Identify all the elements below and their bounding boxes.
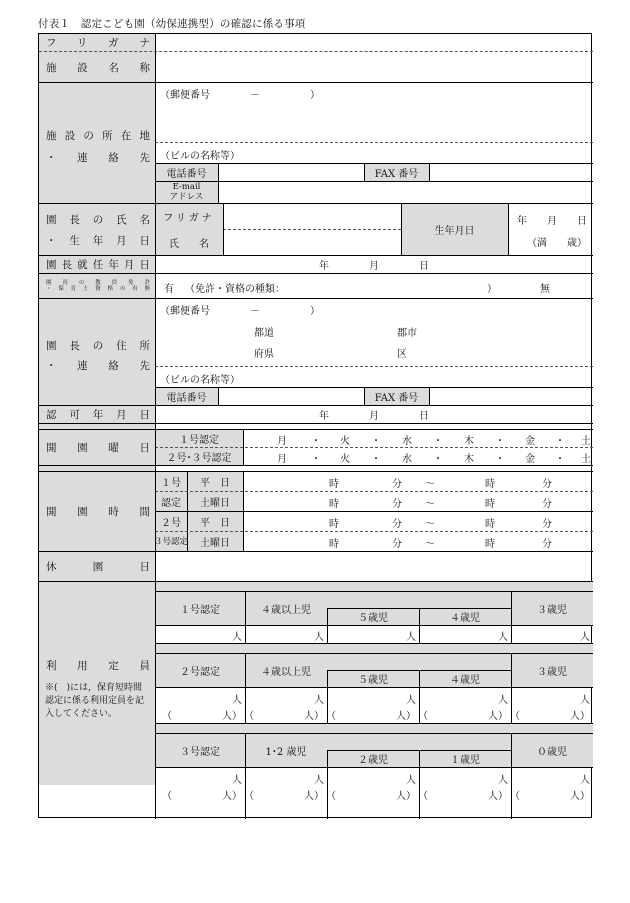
cap-cert2-age4: ４歳児 bbox=[450, 675, 480, 686]
cap2-unit-2: 人 bbox=[406, 695, 416, 706]
label-address-1: 施設の所在地 bbox=[46, 129, 150, 142]
cap-cert3-age0: ０歳児 bbox=[537, 746, 567, 758]
weekday-1-8: 金 bbox=[525, 436, 535, 447]
hours-1-1: 分 bbox=[392, 479, 402, 490]
license-yes: 有 bbox=[164, 284, 174, 295]
cap3-unit-1: 人 bbox=[314, 775, 324, 786]
birth-age: （満 歳） bbox=[527, 238, 587, 249]
cap2-paren-close-4: 人） bbox=[570, 711, 590, 722]
weekday-2-0: 月 bbox=[277, 454, 287, 465]
weekday-1-4: 水 bbox=[402, 436, 412, 447]
label-closed-days: 休園日 bbox=[46, 560, 150, 573]
hours-1-4: 分 bbox=[542, 479, 552, 490]
hours-group2-b: ３号認定 bbox=[154, 537, 189, 547]
cap-cert1-label: １号認定 bbox=[180, 604, 220, 616]
phone-label: 電話番号 bbox=[166, 168, 207, 180]
closed-days-field[interactable] bbox=[155, 551, 593, 581]
weekday-row2-label: ２号･３号認定 bbox=[166, 452, 232, 464]
fax-label: FAX 番号 bbox=[374, 168, 419, 180]
weekday-1-3: ・ bbox=[371, 436, 381, 447]
cap-cert2-age3: ３歳児 bbox=[537, 666, 567, 678]
hours-weekday-2: 平 日 bbox=[200, 517, 230, 529]
birth-date-label: 生年月日 bbox=[434, 225, 475, 237]
cap-cert1-age5: ５歳児 bbox=[358, 613, 388, 624]
cap3-unit-4: 人 bbox=[580, 775, 590, 786]
hours-4-3: 時 bbox=[485, 539, 495, 550]
cap-cert3-label: ３号認定 bbox=[180, 746, 220, 758]
weekday-1-0: 月 bbox=[277, 436, 287, 447]
hours-4-0: 時 bbox=[329, 539, 339, 550]
cap1-unit-1: 人 bbox=[314, 632, 324, 643]
cap2-paren-open-0: （ bbox=[162, 711, 172, 722]
fax-field[interactable] bbox=[429, 163, 593, 181]
weekday-2-9: ・ bbox=[555, 454, 565, 465]
cap-gap-shade-1 bbox=[155, 581, 593, 591]
label-capacity: 利用定員 bbox=[46, 659, 150, 672]
label-address-2: ・連絡先 bbox=[46, 151, 150, 164]
label-license: 園長の教員免許 ・保育士資格の有無 bbox=[46, 280, 150, 292]
hours-3-3: 時 bbox=[485, 519, 495, 530]
facility-name-field[interactable] bbox=[155, 51, 593, 82]
cap-cert2-age5: ５歳児 bbox=[358, 675, 388, 686]
hours-1-0: 時 bbox=[329, 479, 339, 490]
cap3-paren-open-1: （ bbox=[244, 791, 254, 802]
weekday-1-1: ・ bbox=[311, 436, 321, 447]
hours-saturday-2: 土曜日 bbox=[200, 537, 230, 549]
cap1-unit-0: 人 bbox=[232, 632, 242, 643]
license-no: 無 bbox=[540, 284, 550, 295]
hours-3-1: 分 bbox=[392, 519, 402, 530]
cap3-paren-close-0: 人） bbox=[222, 791, 242, 802]
hours-4-4: 分 bbox=[542, 539, 552, 550]
cap2-paren-open-1: （ bbox=[244, 711, 254, 722]
weekday-row1-label: １号認定 bbox=[179, 434, 219, 446]
cap2-unit-3: 人 bbox=[498, 695, 508, 706]
cap3-paren-close-1: 人） bbox=[304, 791, 324, 802]
weekday-2-7: ・ bbox=[495, 454, 505, 465]
cap1-unit-3: 人 bbox=[498, 632, 508, 643]
license-close: ） bbox=[487, 284, 497, 295]
email-label: E-mail アドレス bbox=[169, 182, 204, 202]
label-director-1: 園長の氏名 bbox=[46, 213, 150, 226]
cap1-unit-2: 人 bbox=[406, 632, 416, 643]
cap-cert2-label: ２号認定 bbox=[180, 666, 220, 678]
weekday-2-1: ・ bbox=[311, 454, 321, 465]
label-facility-name: 施設名称 bbox=[46, 61, 150, 74]
cap2-paren-open-2: （ bbox=[326, 711, 336, 722]
email-field[interactable] bbox=[218, 181, 593, 203]
cap-cert1-age4: ４歳児 bbox=[450, 613, 480, 624]
hours-3-0: 時 bbox=[329, 519, 339, 530]
director-name-field[interactable] bbox=[223, 203, 401, 255]
hours-group2-a: ２号 bbox=[161, 517, 181, 529]
label-director-address-2: ・連絡先 bbox=[46, 359, 150, 372]
cap2-unit-4: 人 bbox=[580, 695, 590, 706]
director-furigana-label: フリガナ bbox=[163, 212, 215, 224]
hours-2-0: 時 bbox=[329, 499, 339, 510]
cap2-unit-0: 人 bbox=[232, 695, 242, 706]
cap2-unit-1: 人 bbox=[314, 695, 324, 706]
hours-4-1: 分 bbox=[392, 539, 402, 550]
cap-cert1-age3: ３歳児 bbox=[537, 604, 567, 616]
cap3-paren-open-2: （ bbox=[326, 791, 336, 802]
cap3-paren-close-4: 人） bbox=[570, 791, 590, 802]
hours-2-1: 分 bbox=[392, 499, 402, 510]
weekday-1-2: 火 bbox=[340, 436, 350, 447]
hours-1-2: ～ bbox=[425, 479, 435, 490]
cap-gap-shade-2 bbox=[155, 643, 593, 653]
cap3-unit-2: 人 bbox=[406, 775, 416, 786]
license-type: （免許・資格の種類： bbox=[185, 284, 285, 295]
approval-date: 年 月 日 bbox=[319, 410, 429, 422]
weekday-2-3: ・ bbox=[371, 454, 381, 465]
weekday-2-10: 土 bbox=[581, 454, 591, 465]
prefecture-1: 都道 bbox=[254, 328, 274, 339]
cap-cert3-age1: １歳児 bbox=[450, 755, 480, 766]
cap-cert1-age4plus: ４歳以上児 bbox=[261, 604, 311, 616]
cap3-paren-open-0: （ bbox=[162, 791, 172, 802]
hours-2-3: 時 bbox=[485, 499, 495, 510]
label-appointment: 園長就任年月日 bbox=[46, 258, 150, 271]
hours-3-4: 分 bbox=[542, 519, 552, 530]
label-open-days: 開園曜日 bbox=[46, 441, 150, 454]
label-approval: 認可年月日 bbox=[46, 408, 150, 421]
label-director-2: ・生年月日 bbox=[46, 234, 150, 247]
hours-group1-b: 認定 bbox=[161, 497, 181, 509]
cap3-paren-open-3: （ bbox=[418, 791, 428, 802]
cap3-unit-0: 人 bbox=[232, 775, 242, 786]
cap1-unit-4: 人 bbox=[580, 632, 590, 643]
cap2-paren-open-4: （ bbox=[510, 711, 520, 722]
director-postal-line: （郵便番号 － ） bbox=[160, 306, 320, 317]
prefecture-2: 府県 bbox=[254, 349, 274, 360]
cap2-paren-close-2: 人） bbox=[396, 711, 416, 722]
hours-1-3: 時 bbox=[485, 479, 495, 490]
weekday-2-6: 木 bbox=[464, 454, 474, 465]
hours-2-2: ～ bbox=[425, 499, 435, 510]
cap2-paren-close-1: 人） bbox=[304, 711, 324, 722]
cap3-paren-open-4: （ bbox=[510, 791, 520, 802]
hours-3-2: ～ bbox=[425, 519, 435, 530]
cap2-paren-open-3: （ bbox=[418, 711, 428, 722]
building-name-label: （ビルの名称等） bbox=[160, 151, 240, 162]
director-fax-label: FAX 番号 bbox=[374, 392, 419, 404]
capacity-note: ※( )には，保育短時間認定に係る利用定員を記入してください。 bbox=[45, 683, 145, 719]
confirmation-form bbox=[38, 33, 592, 818]
cap-gap-shade-3 bbox=[155, 723, 593, 733]
label-director-address-1: 園長の住所 bbox=[46, 339, 150, 352]
phone-field[interactable] bbox=[218, 163, 364, 181]
hours-4-2: ～ bbox=[425, 539, 435, 550]
cap-cert3-age12: 1･2 歳児 bbox=[265, 746, 307, 758]
cap3-paren-close-3: 人） bbox=[488, 791, 508, 802]
weekday-1-6: 木 bbox=[464, 436, 474, 447]
weekday-2-8: 金 bbox=[525, 454, 535, 465]
city-2: 区 bbox=[397, 349, 407, 360]
weekday-1-9: ・ bbox=[555, 436, 565, 447]
weekday-1-5: ・ bbox=[433, 436, 443, 447]
cap2-paren-close-3: 人） bbox=[488, 711, 508, 722]
hours-weekday-1: 平 日 bbox=[200, 477, 230, 489]
birth-date-ymd: 年 月 日 bbox=[517, 216, 587, 227]
cap2-paren-close-0: 人） bbox=[222, 711, 242, 722]
city-1: 郡市 bbox=[397, 328, 417, 339]
weekday-1-7: ・ bbox=[495, 436, 505, 447]
hours-2-4: 分 bbox=[542, 499, 552, 510]
director-name-label: 氏 名 bbox=[169, 238, 209, 250]
label-open-hours: 開園時間 bbox=[46, 505, 150, 518]
weekday-2-2: 火 bbox=[340, 454, 350, 465]
cap3-unit-3: 人 bbox=[498, 775, 508, 786]
weekday-2-4: 水 bbox=[402, 454, 412, 465]
form-title: 付表１ 認定こども園（幼保連携型）の確認に係る事項 bbox=[38, 18, 306, 30]
cap-cert2-age4plus: ４歳以上児 bbox=[261, 666, 311, 678]
cap3-paren-close-2: 人） bbox=[396, 791, 416, 802]
cap-cert3-age2: ２歳児 bbox=[358, 755, 388, 766]
director-building-label: （ビルの名称等） bbox=[160, 375, 240, 386]
postal-code-line: （郵便番号 － ） bbox=[160, 90, 320, 101]
label-furigana: フリガナ bbox=[46, 37, 150, 49]
weekday-2-5: ・ bbox=[433, 454, 443, 465]
appointment-date: 年 月 日 bbox=[319, 260, 429, 272]
hours-saturday-1: 土曜日 bbox=[200, 497, 230, 509]
hours-group1-a: １号 bbox=[161, 477, 181, 489]
weekday-1-10: 土 bbox=[581, 436, 591, 447]
director-phone-label: 電話番号 bbox=[166, 392, 207, 404]
furigana-field[interactable] bbox=[155, 34, 593, 51]
